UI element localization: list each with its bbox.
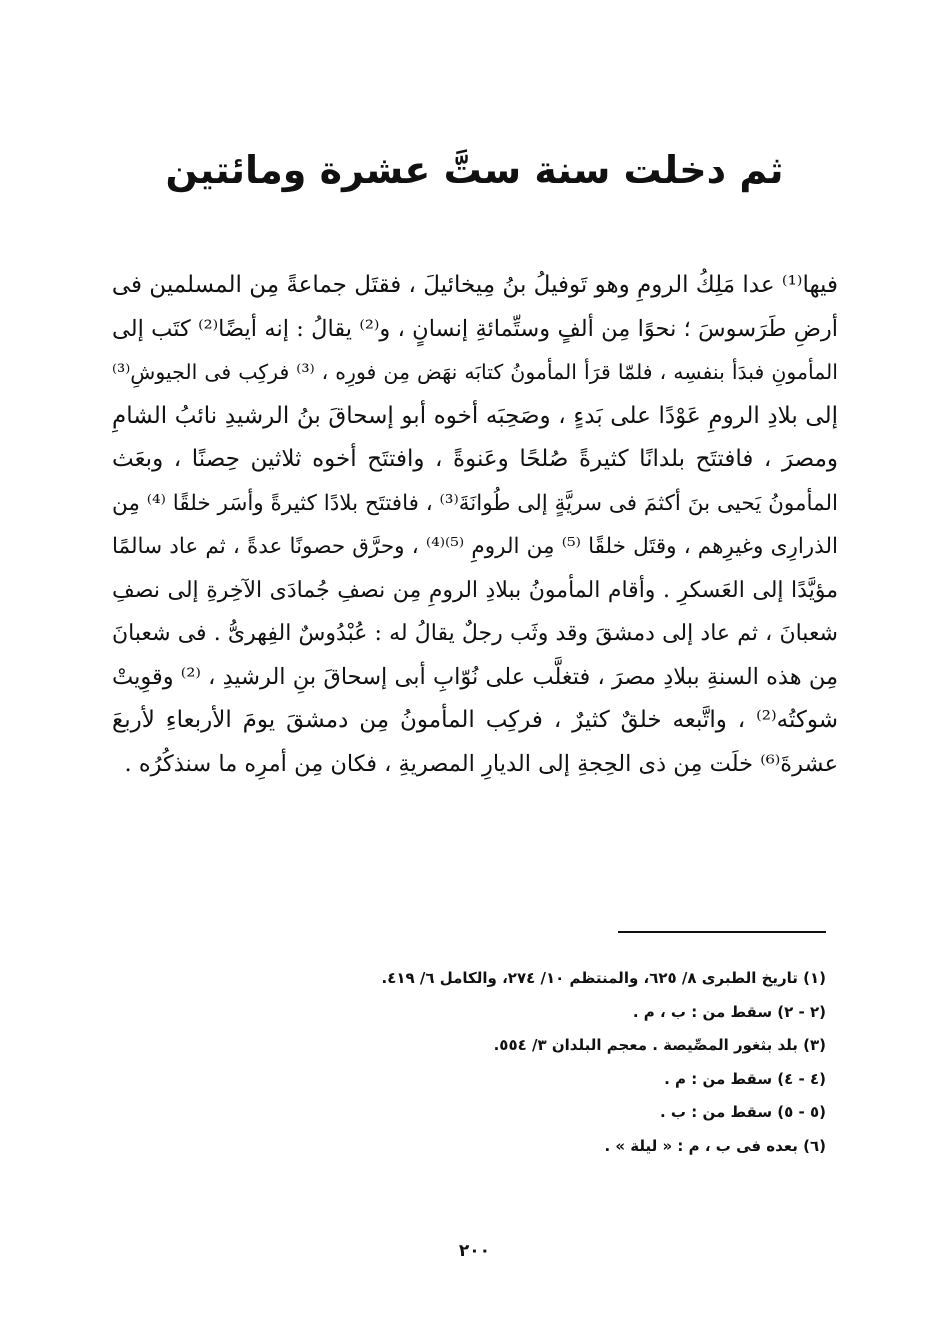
footnote: (٥ - ٥) سقط من : ب . bbox=[660, 1103, 826, 1122]
body-line: فيها⁽¹⁾ عدا مَلِكُ الرومِ وهو تَوفيلُ بنُ مِيخائيلَ ، فقتَل جماعةً مِن المسلمين فى bbox=[112, 272, 838, 298]
footnote: (٢ - ٢) سقط من : ب ، م . bbox=[632, 1002, 826, 1021]
footnote: (٣) بلد بثغور المصِّيصة . معجم البلدان ٣/ ٥٥٤. bbox=[493, 1036, 826, 1055]
footnote-separator bbox=[618, 931, 826, 933]
page-number: ٢٠٠ bbox=[458, 1241, 491, 1261]
body-line: مِن هذه السنةِ ببلادِ مصرَ ، فتغلَّب على نُوّابِ أبى إسحاقَ بنِ الرشيدِ ، ⁽²⁾ وقوِيتْ bbox=[112, 663, 838, 690]
footnote: (٦) بعده فى ب ، م : « ليلة » . bbox=[604, 1136, 826, 1155]
body-line: شعبانَ ، ثم عاد إلى دمشقَ وقد وثَب رجلٌ يقالُ له : عُبْدُوسٌ الفِهرىُّ . فى شعبانَ bbox=[112, 621, 838, 646]
footnote: (١) تاريخ الطبرى ٨/ ٦٢٥، والمنتظم ١٠/ ٢٧٤، والكامل ٦/ ٤١٩. bbox=[381, 969, 826, 987]
body-line: إلى بلادِ الرومِ عَوْدًا على بَدءٍ ، وصَحِبَه أخوه أبو إسحاقَ بنُ الرشيدِ نائبُ الشامِ bbox=[112, 402, 838, 429]
body-text bbox=[112, 264, 838, 786]
body-line: مؤيَّدًا إلى العَسكرِ . وأقام المأمونُ ببلادِ الرومِ مِن نصفِ جُمادَى الآخِرةِ إلى نصفِ bbox=[112, 577, 838, 603]
body-line: عشرةَ⁽⁶⁾ خلَت مِن ذى الحِجةِ إلى الديارِ المصريةِ ، فكان مِن أمرِه ما سنذكُرُه . bbox=[124, 750, 838, 777]
chapter-title: ثم دخلت سنة ستَّ عشرة ومائتين bbox=[165, 148, 784, 192]
body-line: أرضِ طَرَسوسَ ؛ نحوًا مِن ألفٍ وستِّمائةِ إنسانٍ ، و⁽²⁾ يقالُ : إنه أيضًا⁽²⁾ كتَب إلى bbox=[112, 315, 838, 342]
body-line: شوكتُه⁽²⁾ ، واتَّبعه خلقٌ كثيرٌ ، فركِب المأمونُ مِن دمشقَ يومَ الأربعاءِ لأربعَ bbox=[112, 707, 838, 733]
body-line: المأمونِ فبدَأ بنفسِه ، فلمّا قرَأ المأمونُ كتابَه نهَض مِن فورِه ، ⁽³⁾ فركِب فى الجيوشِ⁽³⁾ bbox=[112, 360, 838, 384]
body-line: المأمونُ يَحيى بنَ أكثمَ فى سريَّةٍ إلى طُوانَةَ⁽³⁾ ، فافتتَح بلادًا كثيرةً وأسَر خلقًا ⁽⁴⁾ مِن bbox=[112, 490, 838, 516]
body-line: ومصرَ ، فافتتَح بلدانًا كثيرةً صُلحًا وعَنوةً ، وافتتَح أخوه ثلاثين حِصنًا ، وبعَث bbox=[112, 446, 838, 472]
footnotes bbox=[200, 962, 826, 1164]
body-line: الذرارِى وغيرِهم ، وقتَل خلقًا ⁽⁵⁾ مِن الرومِ ⁽⁵⁾⁽⁴⁾ ، وحرَّق حصونًا عدةً ، ثم عاد سالمًا bbox=[112, 534, 838, 559]
footnote: (٤ - ٤) سقط من : م . bbox=[664, 1069, 826, 1088]
